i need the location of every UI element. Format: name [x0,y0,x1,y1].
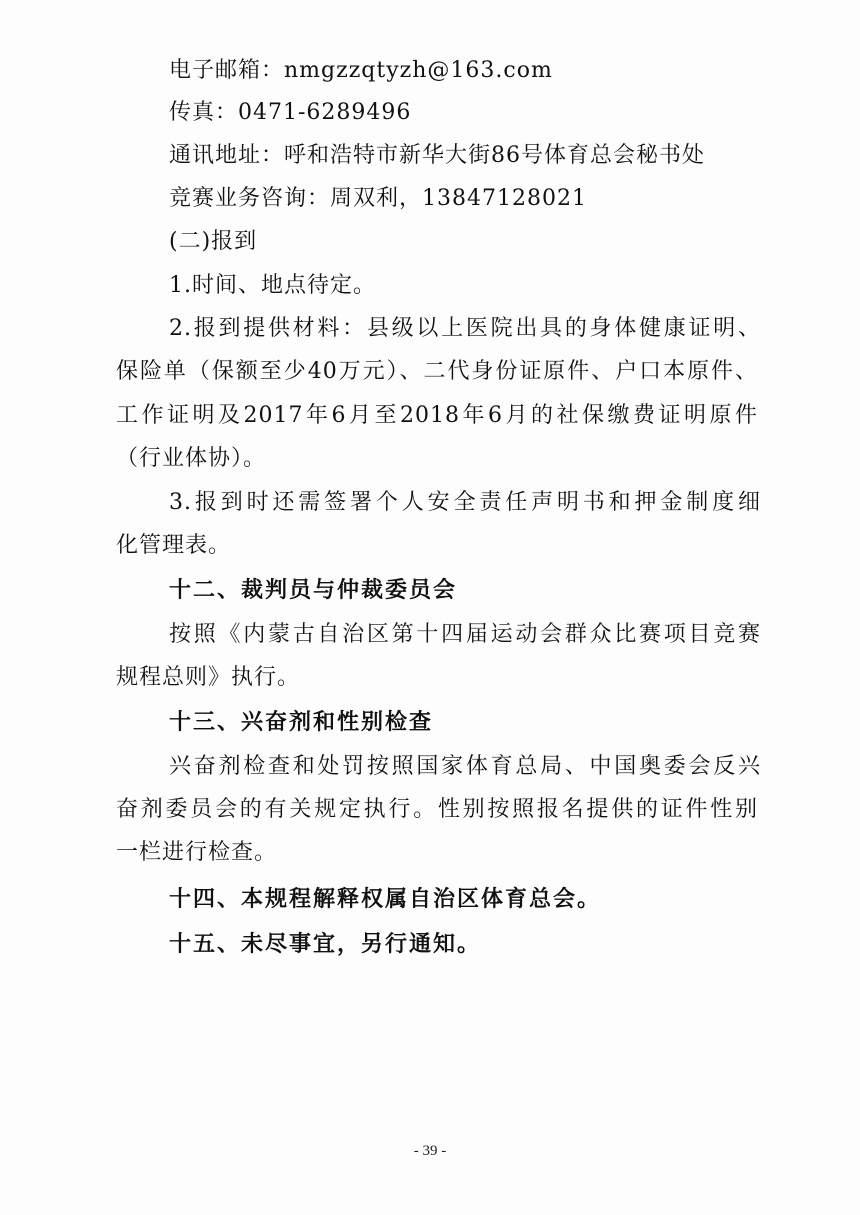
registration-item-2-line-4: （行业体协）。 [116,446,267,471]
contact-fax: 传真：0471-6289496 [169,100,412,125]
section-12-body-line-1: 按照《内蒙古自治区第十四届运动会群众比赛项目竞赛 [169,622,761,647]
registration-item-3-line-2: 化管理表。 [116,533,232,558]
registration-item-2-line-3: 工作证明及2017年6月至2018年6月的社保缴费证明原件 [116,403,758,428]
section-13-body-line-2: 奋剂委员会的有关规定执行。性别按照报名提供的证件性别 [116,797,758,822]
section-13-heading: 十三、兴奋剂和性别检查 [169,710,434,735]
registration-heading: (二)报到 [169,229,258,254]
registration-item-2-line-1: 2.报到提供材料：县级以上医院出具的身体健康证明、 [169,316,761,341]
page-number: - 39 - [413,1143,447,1159]
registration-item-3-line-1: 3.报到时还需签署个人安全责任声明书和押金制度细 [169,490,761,515]
contact-email: 电子邮箱：nmgzzqtyzh@163.com [169,58,553,83]
section-12-heading: 十二、裁判员与仲裁委员会 [169,578,458,603]
section-13-body-line-3: 一栏进行检查。 [116,840,278,865]
section-15-heading: 十五、未尽事宜，另行通知。 [169,932,482,957]
registration-item-2-line-2: 保险单（保额至少40万元）、二代身份证原件、户口本原件、 [116,359,758,384]
registration-item-1: 1.时间、地点待定。 [169,273,376,298]
section-12-body-line-2: 规程总则》执行。 [116,665,301,690]
section-13-body-line-1: 兴奋剂检查和处罚按照国家体育总局、中国奥委会反兴 [169,754,761,779]
contact-inquiry: 竞赛业务咨询：周双利，13847128021 [169,186,587,211]
contact-address: 通讯地址：呼和浩特市新华大街86号体育总会秘书处 [169,143,705,168]
section-14-heading: 十四、本规程解释权属自治区体育总会。 [169,887,602,912]
